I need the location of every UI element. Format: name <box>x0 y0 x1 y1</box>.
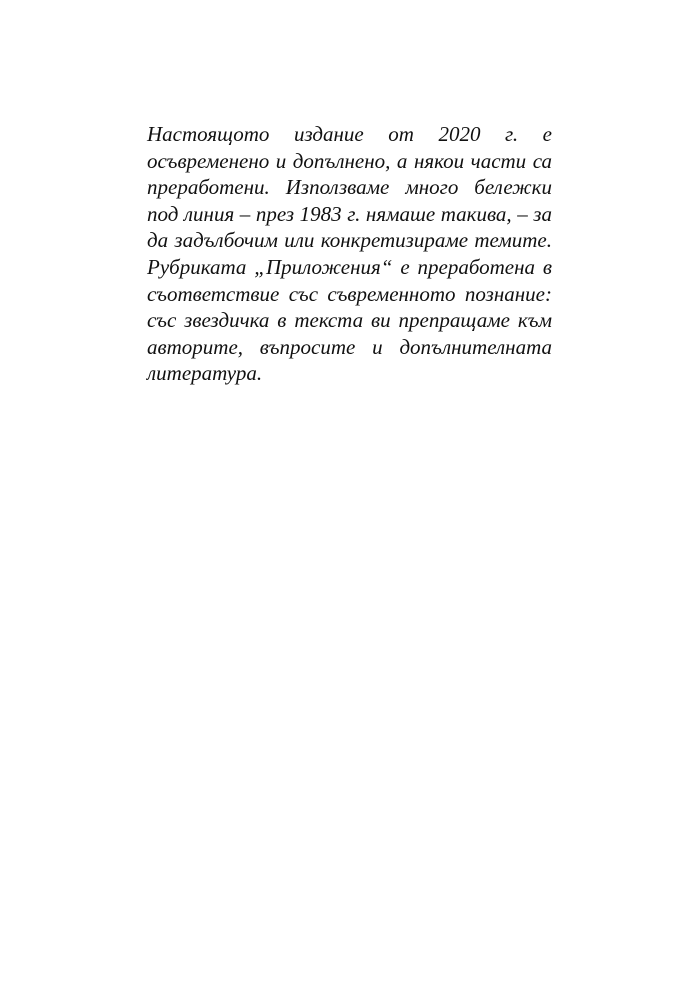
paragraph-line: Рубриката „Приложения“ е преработена в <box>147 254 552 279</box>
paragraph-line: авторите, въпросите и допълнителната <box>147 334 552 359</box>
paragraph-line: литература. <box>147 361 263 386</box>
paragraph-line: съответствие със съвременното познание: <box>147 281 552 306</box>
body-paragraph <box>147 121 552 387</box>
paragraph-line: под линия – през 1983 г. нямаше такива, – за <box>147 201 552 226</box>
paragraph-line: Настоящото издание от 2020 г. е <box>147 122 552 146</box>
paragraph-line: преработени. Използваме много бележки <box>147 175 552 200</box>
paragraph-line: със звездичка в текста ви препращаме към <box>147 308 552 333</box>
paragraph-line: да задълбочим или конкретизираме темите. <box>147 228 552 253</box>
paragraph-line: осъвременено и допълнено, а някои части са <box>147 148 552 173</box>
